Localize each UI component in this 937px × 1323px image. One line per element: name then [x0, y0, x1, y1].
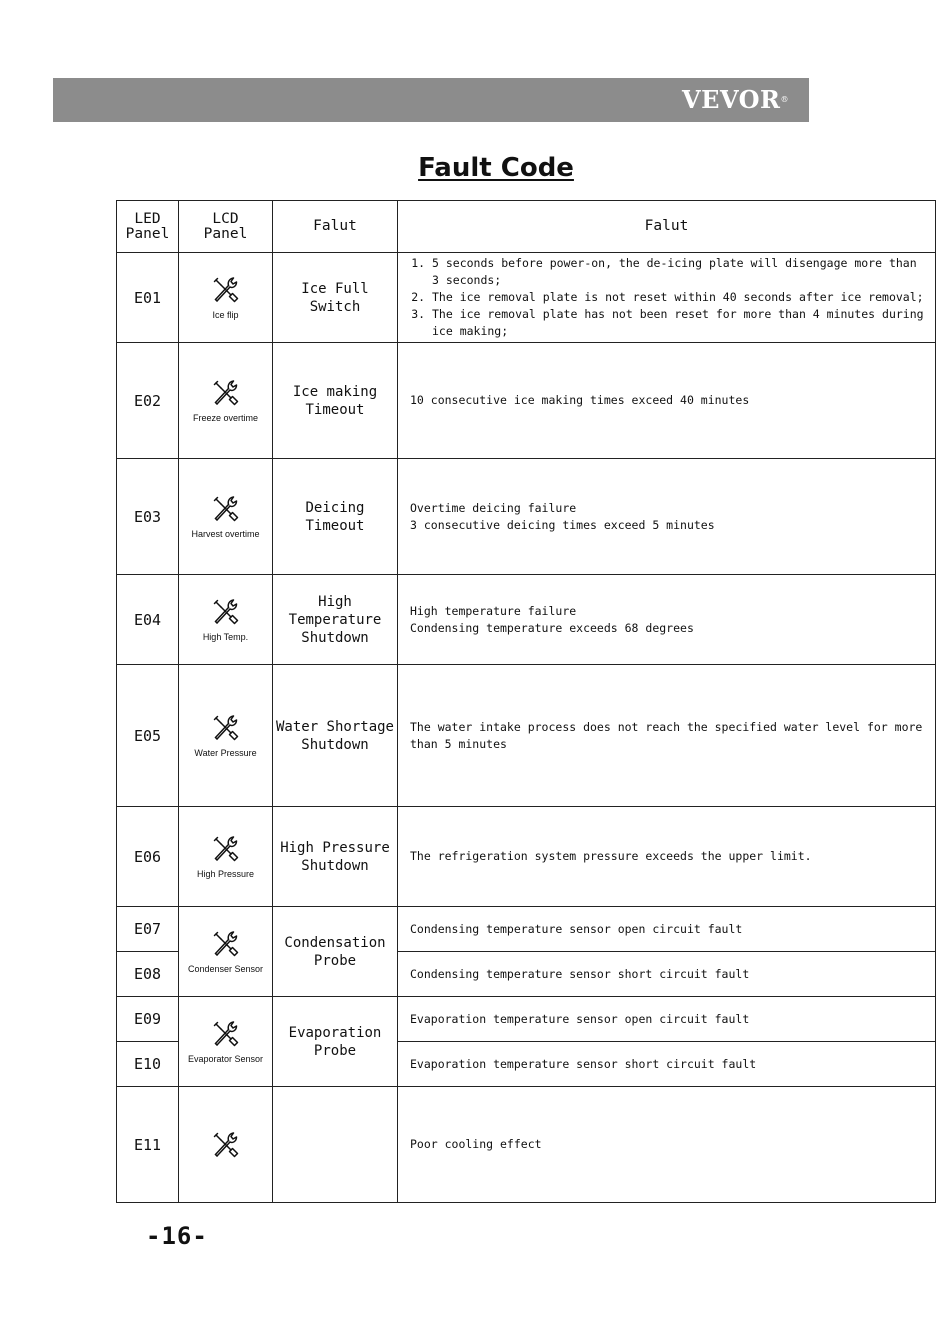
wrench-screwdriver-icon: [211, 275, 241, 305]
led-code: E05: [117, 665, 179, 807]
lcd-cell: [179, 575, 273, 665]
fault-description: The refrigeration system pressure exceeds the upper limit.: [398, 807, 936, 907]
fault-description-list: [410, 255, 929, 340]
table-row: [117, 807, 936, 907]
fault-description: Condensing temperature sensor short circuit fault: [398, 952, 936, 997]
fault-name: High Temperature Shutdown: [273, 575, 398, 665]
fault-description: Poor cooling effect: [398, 1087, 936, 1203]
led-code: E10: [117, 1042, 179, 1087]
lcd-cell: [179, 807, 273, 907]
wrench-screwdriver-icon: [211, 929, 241, 959]
table-row: [117, 343, 936, 459]
table-row: [117, 997, 936, 1042]
header-desc: Falut: [398, 201, 936, 253]
fault-description: 10 consecutive ice making times exceed 40 minutes: [398, 343, 936, 459]
lcd-cell: [179, 997, 273, 1087]
wrench-screwdriver-icon: [211, 834, 241, 864]
led-code: E07: [117, 907, 179, 952]
fault-name: Water Shortage Shutdown: [273, 665, 398, 807]
fault-name: Ice Full Switch: [273, 253, 398, 343]
led-code: E03: [117, 459, 179, 575]
header-lcd: LCD Panel: [179, 201, 273, 253]
led-code: E11: [117, 1087, 179, 1203]
fault-description: The water intake process does not reach the specified water level for more than 5 minutes: [398, 665, 936, 807]
fault-description: Evaporation temperature sensor open circuit fault: [398, 997, 936, 1042]
header-name: Falut: [273, 201, 398, 253]
fault-name: Ice making Timeout: [273, 343, 398, 459]
fault-description: [398, 253, 936, 343]
table-row: [117, 253, 936, 343]
lcd-label: Ice flip: [212, 310, 239, 320]
page-title: Fault Code: [418, 153, 574, 183]
fault-code-table: [116, 200, 936, 1203]
fault-name: High Pressure Shutdown: [273, 807, 398, 907]
wrench-screwdriver-icon: [211, 378, 241, 408]
lcd-cell: [179, 253, 273, 343]
led-code: E04: [117, 575, 179, 665]
lcd-label: Water Pressure: [194, 748, 257, 758]
led-code: E06: [117, 807, 179, 907]
fault-description: High temperature failure Condensing temperature exceeds 68 degrees: [398, 575, 936, 665]
lcd-label: Condenser Sensor: [187, 964, 264, 974]
table-header-row: [117, 201, 936, 253]
header-led: LED Panel: [117, 201, 179, 253]
fault-name: Deicing Timeout: [273, 459, 398, 575]
lcd-label: Freeze overtime: [192, 413, 259, 423]
led-code: E08: [117, 952, 179, 997]
fault-name: Evaporation Probe: [273, 997, 398, 1087]
fault-description: Overtime deicing failure 3 consecutive deicing times exceed 5 minutes: [398, 459, 936, 575]
table-row: [117, 665, 936, 807]
fault-description: Evaporation temperature sensor short circuit fault: [398, 1042, 936, 1087]
table-row: [117, 1087, 936, 1203]
lcd-cell: [179, 459, 273, 575]
led-code: E09: [117, 997, 179, 1042]
lcd-label: Harvest overtime: [191, 529, 260, 539]
wrench-screwdriver-icon: [211, 713, 241, 743]
wrench-screwdriver-icon: [211, 1019, 241, 1049]
brand-logo: VEVOR®: [682, 85, 789, 114]
fault-name: Condensation Probe: [273, 907, 398, 997]
wrench-screwdriver-icon: [211, 494, 241, 524]
lcd-label: High Pressure: [196, 869, 255, 879]
page-number: -16-: [146, 1222, 208, 1250]
table-row: [117, 907, 936, 952]
fault-name: [273, 1087, 398, 1203]
table-row: [117, 575, 936, 665]
lcd-cell: [179, 665, 273, 807]
led-code: E02: [117, 343, 179, 459]
lcd-cell: [179, 1087, 273, 1203]
list-item: 2. The ice removal plate is not reset within 40 seconds after ice removal;: [432, 289, 929, 306]
fault-description: Condensing temperature sensor open circuit fault: [398, 907, 936, 952]
lcd-cell: [179, 343, 273, 459]
table-row: [117, 459, 936, 575]
lcd-cell: [179, 907, 273, 997]
list-item: 3. The ice removal plate has not been reset for more than 4 minutes during ice making;: [432, 306, 929, 340]
lcd-label: High Temp.: [202, 632, 249, 642]
led-code: E01: [117, 253, 179, 343]
wrench-screwdriver-icon: [211, 597, 241, 627]
wrench-screwdriver-icon: [211, 1130, 241, 1160]
list-item: 1. 5 seconds before power-on, the de-icing plate will disengage more than 3 seconds;: [432, 255, 929, 289]
lcd-label: Evaporator Sensor: [187, 1054, 264, 1064]
header-banner: [53, 78, 809, 122]
